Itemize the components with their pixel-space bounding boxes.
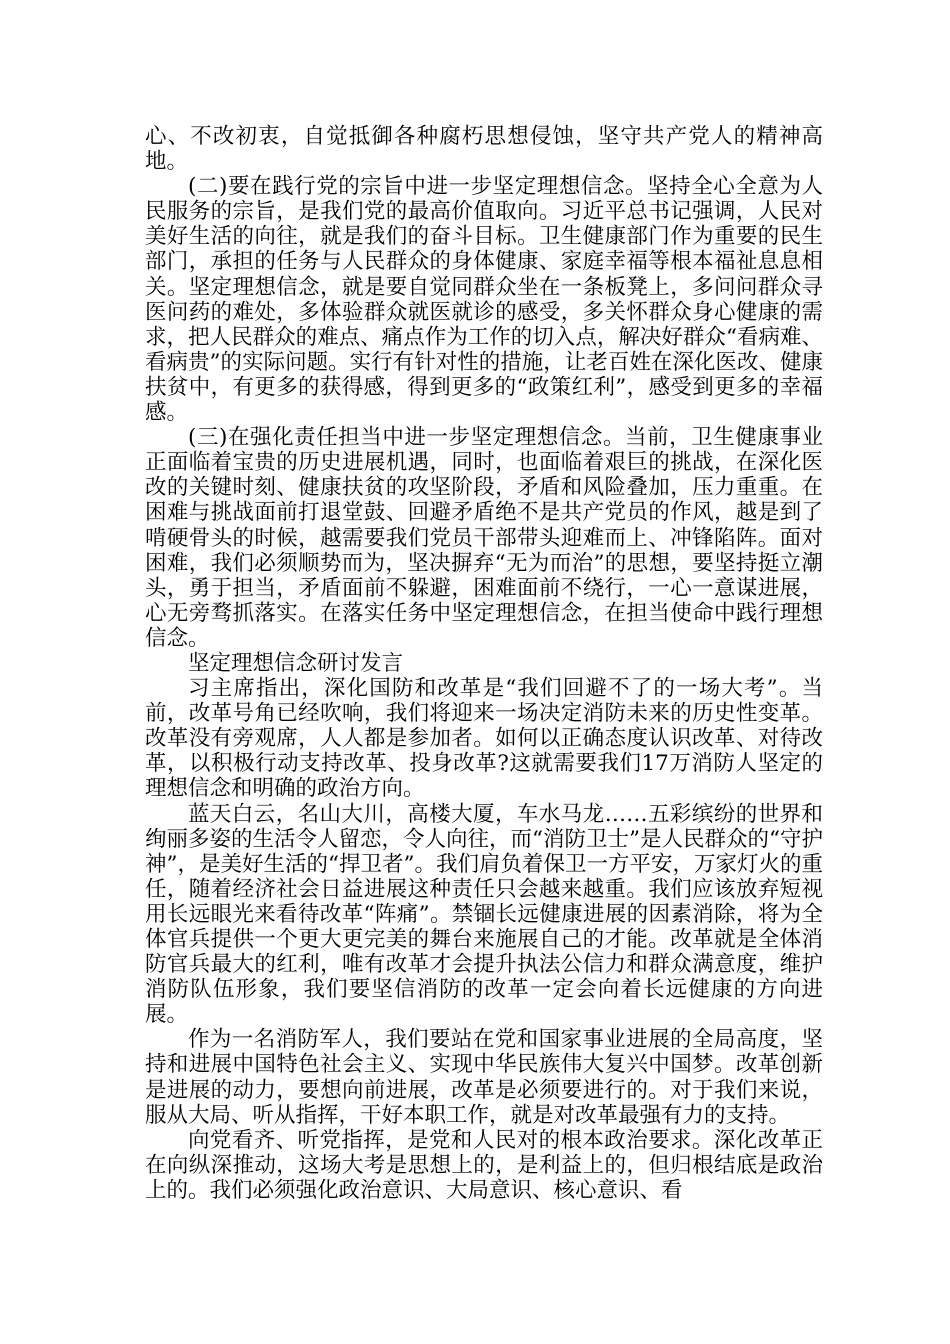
paragraph-firefighter: 作为一名消防军人，我们要站在党和国家事业进展的全局高度，坚持和进展中国特色社会主义、实现中华民族伟大复兴中国梦。改革创新是进展的动力，要想向前进展，改革是必须要进行的。对于我们来说，服从大局、听从指挥，干好本职工作，就是对改革最强有力的支持。 bbox=[145, 1027, 823, 1128]
paragraph-section-two: (二)要在践行党的宗旨中进一步坚定理想信念。坚持全心全意为人民服务的宗旨，是我们党的最高价值取向。习近平总书记强调，人民对美好生活的向往，就是我们的奋斗目标。卫生健康部门作为重要的民生部门，承担的任务与人民群众的身体健康、家庭幸福等根本福祉息息相关。坚定理想信念，就是要自觉同群众坐在一条板凳上，多问问群众寻医问药的难处，多体验群众就医就诊的感受，多关怀群众身心健康的需求，把人民群众的难点、痛点作为工作的切入点，解决好群众“看病难、看病贵”的实际问题。实行有针对性的措施，让老百姓在深化医改、健康扶贫中，有更多的获得感，得到更多的“政策红利”，感受到更多的幸福感。 bbox=[145, 174, 823, 426]
paragraph-section-three: (三)在强化责任担当中进一步坚定理想信念。当前，卫生健康事业正面临着宝贵的历史进展机遇，同时，也面临着艰巨的挑战，在深化医改的关键时刻、健康扶贫的攻坚阶段，矛盾和风险叠加，压力重重。在困难与挑战面前打退堂鼓、回避矛盾绝不是共产党员的作风，越是到了啃硬骨头的时候，越需要我们党员干部带头迎难而上、冲锋陷阵。面对困难，我们必须顺势而为，坚决摒弃“无为而治”的思想，要坚持挺立潮头，勇于担当，矛盾面前不躲避，困难面前不绕行，一心一意谋进展，心无旁骛抓落实。在落实任务中坚定理想信念，在担当使命中践行理想信念。 bbox=[145, 425, 823, 651]
document-body bbox=[145, 124, 823, 1203]
paragraph-reform-exam: 习主席指出，深化国防和改革是“我们回避不了的一场大考”。当前，改革号角已经吹响，我们将迎来一场决定消防未来的历史性变革。改革没有旁观席，人人都是参加者。如何以正确态度认识改革、对待改革，以积极行动支持改革、投身改革?这就需要我们17万消防人坚定的理想信念和明确的政治方向。 bbox=[145, 676, 823, 802]
paragraph-guardians: 蓝天白云，名山大川，高楼大厦，车水马龙……五彩缤纷的世界和绚丽多姿的生活令人留恋，令人向往，而“消防卫士”是人民群众的“守护神”，是美好生活的“捍卫者”。我们肩负着保卫一方平安，万家灯火的重任，随着经济社会日益进展这种责任只会越来越重。我们应该放弃短视用长远眼光来看待改革“阵痛”。禁锢长远健康进展的因素消除，将为全体官兵提供一个更大更完美的舞台来施展自己的才能。改革就是全体消防官兵最大的红利，唯有改革才会提升执法公信力和群众满意度，维护消防队伍形象，我们要坚信消防的改革一定会向着长远健康的方向进展。 bbox=[145, 801, 823, 1028]
section-title: 坚定理想信念研讨发言 bbox=[188, 650, 404, 676]
paragraph-party-command: 向党看齐、听党指挥，是党和人民对的根本政治要求。深化改革正在向纵深推动，这场大考是思想上的，是利益上的，但归根结底是政治上的。我们必须强化政治意识、大局意识、核心意识、看 bbox=[145, 1127, 823, 1203]
paragraph-continuation: 心、不改初衷，自觉抵御各种腐朽思想侵蚀，坚守共产党人的精神高地。 bbox=[145, 124, 823, 175]
